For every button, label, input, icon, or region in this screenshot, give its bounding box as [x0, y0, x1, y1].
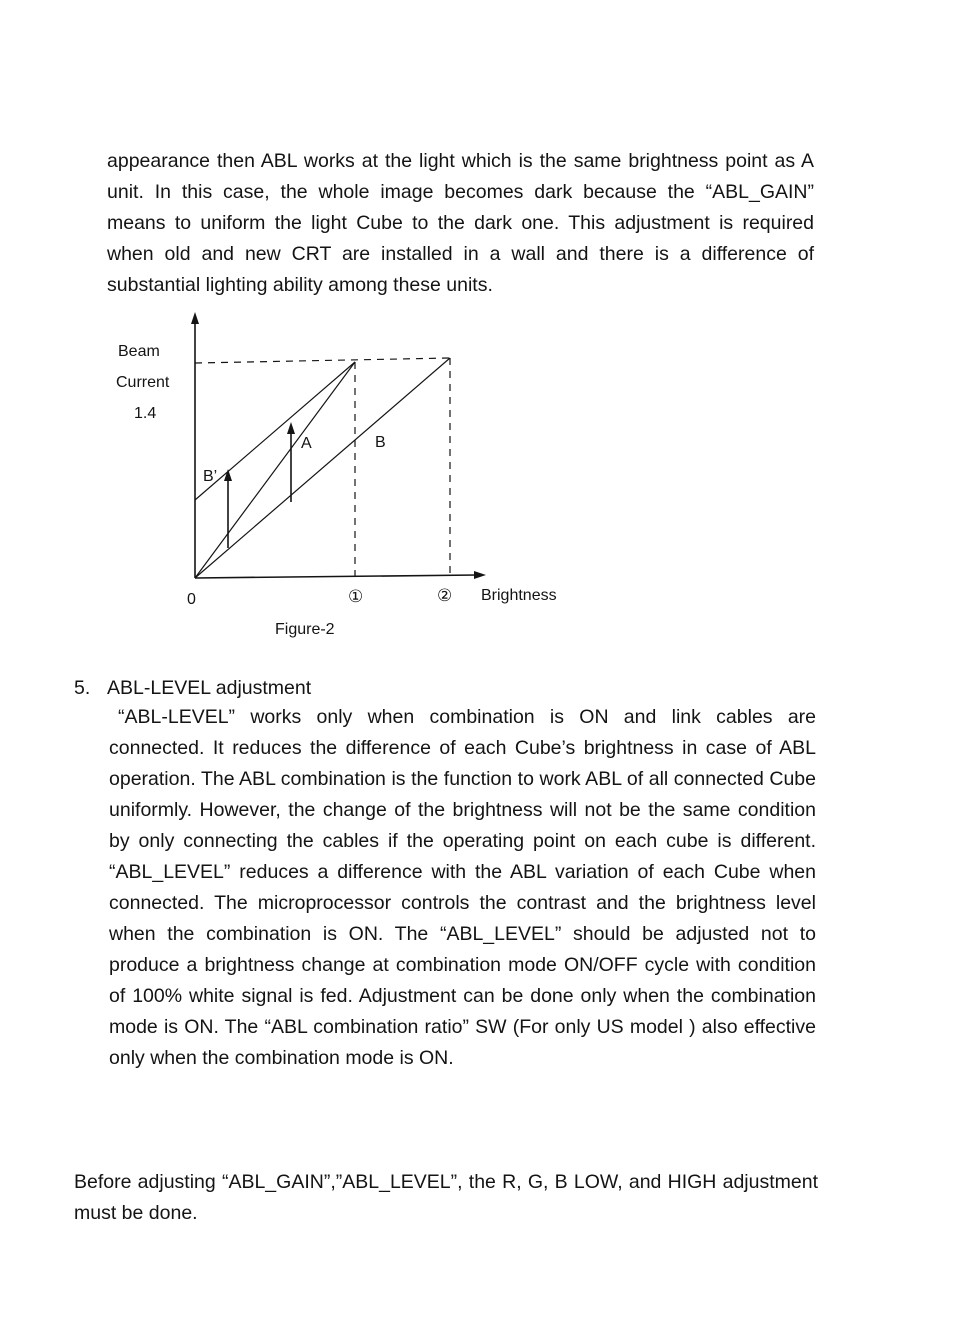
- x-axis-label: Brightness: [481, 587, 557, 604]
- line-b-label: B: [375, 434, 386, 451]
- section-number: 5.: [74, 677, 91, 699]
- line-a-label: A: [301, 435, 312, 452]
- line-b-prime-label: B’: [203, 468, 218, 485]
- origin-label: 0: [187, 591, 196, 608]
- max-current-dashed-line: [195, 358, 450, 363]
- brightness-point-2-label: ②: [437, 586, 453, 606]
- figure-caption: Figure-2: [275, 621, 335, 638]
- y-axis-value-label: 1.4: [134, 405, 157, 422]
- section-5-heading: [74, 674, 311, 702]
- intro-paragraph: appearance then ABL works at the light which is the same brightness point as A unit. In this case, the whole image becomes dark because the “ABL_GAIN” means to uniform the light Cube to the dark one. This adjustment is required when old and new CRT are installed in a wall and there is a difference of substantial lighting ability among these units.: [107, 150, 814, 296]
- line-b-prime: [195, 362, 355, 500]
- arrow-b-prime-head: [224, 469, 232, 481]
- section-title: ABL-LEVEL adjustment: [107, 677, 312, 699]
- arrow-a-head: [287, 422, 295, 434]
- brightness-point-1-label: ①: [348, 587, 364, 607]
- line-a: [195, 362, 355, 578]
- x-axis: [195, 575, 477, 578]
- closing-paragraph: Before adjusting “ABL_GAIN”,”ABL_LEVEL”, the R, G, B LOW, and HIGH adjustment must be done.: [74, 1171, 818, 1224]
- section-5-body: “ABL-LEVEL” works only when combination is ON and link cables are connected. It reduces the difference of each Cube’s brightness in case of ABL operation. The ABL combination is the function to work ABL of all connected Cube uniformly. However, the change of the brightness will not be the same condition by only connecting the cables if the operating point on each cube is different. “ABL_LEVEL” reduces a difference with the ABL variation of each Cube when connected. The microprocessor controls the contrast and the brightness level when the combination is ON. The “ABL_LEVEL” should be adjusted not to produce a brightness change at combination mode ON/OFF cycle with condition of 100% white signal is fed. Adjustment can be done only when the combination mode is ON. The “ABL combination ratio” SW (For only US model ) also effective only when the combination mode is ON.: [109, 706, 816, 1069]
- x-axis-arrow: [474, 571, 486, 579]
- y-axis-label-beam: Beam: [118, 343, 160, 360]
- figure-2-diagram: [0, 0, 954, 660]
- line-b: [195, 358, 450, 578]
- y-axis-arrow: [191, 312, 199, 324]
- y-axis-label-current: Current: [116, 374, 170, 391]
